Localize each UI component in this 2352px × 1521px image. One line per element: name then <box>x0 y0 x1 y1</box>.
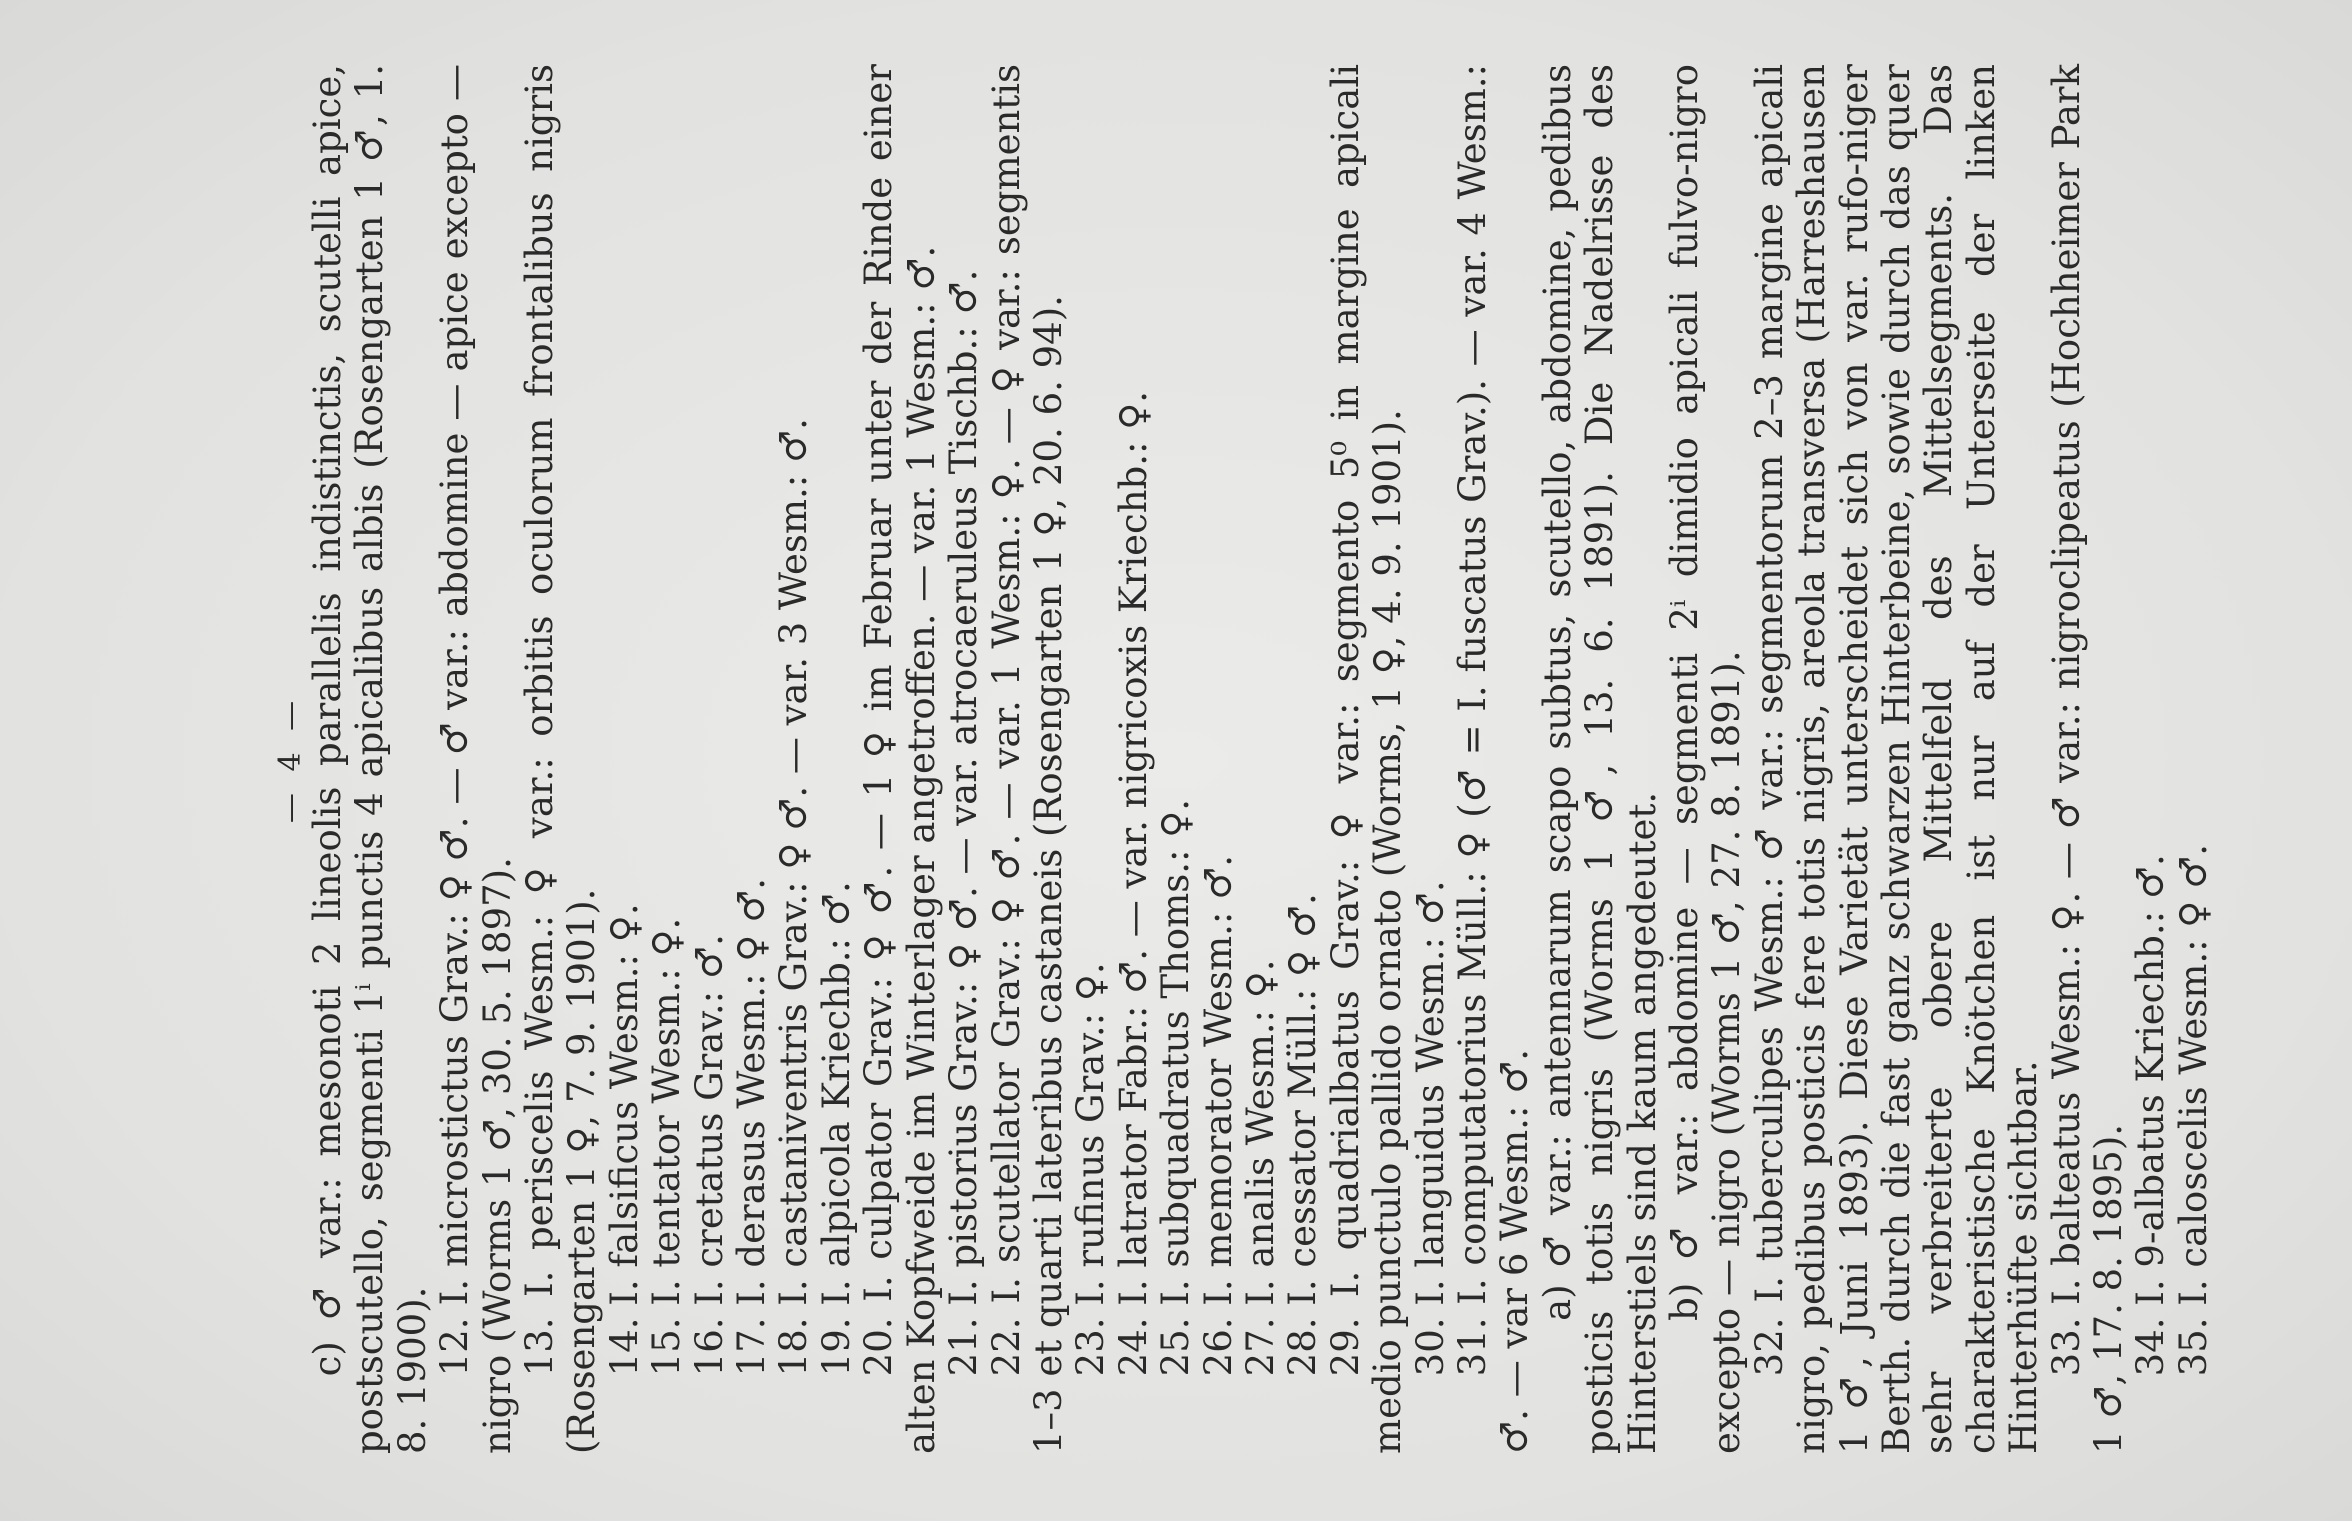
entry-34: 34. I. 9-albatus Kriechb.: ♂. <box>2129 854 2173 1377</box>
entry-24: 24. I. latrator Fabr.: ♂. — var. nigricoxis Kriechb.: ♀. <box>1111 390 1155 1377</box>
entry-26: 26. I. memorator Wesm.: ♂. <box>1196 854 1240 1377</box>
entry-27: 27. I. analis Wesm.: ♀. <box>1238 959 1282 1377</box>
entry-22: 22. I. scutellator Grav.: ♀ ♂. — var. 1 Wesm.: ♀. — ♀ var.: segmentis 1–3 et quarti lateribus castaneis (Rosengarten 1 ♀, 20. 6. 94). <box>984 64 1070 1454</box>
entry-28: 28. I. cessator Müll.: ♀ ♂. <box>1281 893 1325 1377</box>
entry-19: 19. I. alpicola Kriechb.: ♂. <box>814 881 858 1377</box>
page-text <box>307 64 2215 1454</box>
entry-29: 29. I. quadrialbatus Grav.: ♀ var.: segmento 5⁰ in margine apicali medio punctulo pallido ornato (Worms, 1 ♀, 4. 9. 1901). <box>1323 64 1410 1454</box>
entry-18: 18. I. castaniventris Grav.: ♀ ♂. — var. 3 Wesm.: ♂. <box>772 418 816 1377</box>
entry-25: 25. I. subquadratus Thoms.: ♀. <box>1154 798 1198 1377</box>
rotated-page <box>263 64 2213 1454</box>
entry-35: 35. I. caloscelis Wesm.: ♀ ♂. <box>2171 843 2215 1377</box>
entry-13: 13. I. periscelis Wesm.: ♀ var.: orbitis oculorum frontalibus nigris (Rosengarten 1 ♀, 7. 9. 1901). <box>518 64 604 1454</box>
entry-15: 15. I. tentator Wesm.: ♀. <box>645 917 689 1377</box>
paragraph: c) ♂ var.: mesonoti 2 lineolis parallelis indistinctis, scutelli apice, postscutello, segmenti 1ⁱ punctis 4 apicalibus albis (Rosengarten 1 ♂, 1. 8. 1900). <box>306 64 434 1454</box>
entry-14: 14. I. falsificus Wesm.: ♀. <box>602 903 646 1377</box>
entry-23: 23. I. rufinus Grav.: ♀. <box>1069 962 1113 1377</box>
entry-17: 17. I. derasus Wesm.: ♀ ♂. <box>730 877 774 1377</box>
entry-16: 16. I. cretatus Grav.: ♂. <box>687 934 731 1377</box>
entry-31-variety-a: a) ♂ var.: antennarum scapo subtus, scutello, abdomine, pedibus posticis totis nigris (Worms 1 ♂, 13. 6. 1891). Die Nadelrisse des Hinterstiels sind kaum angedeutet. <box>1535 64 1664 1454</box>
entry-33: 33. I. balteatus Wesm.: ♀. — ♂ var.: nigroclipeatus (Hochheimer Park 1 ♂, 17. 8. 1895). <box>2044 64 2131 1454</box>
entry-30: 30. I. languidus Wesm.: ♂. <box>1408 880 1452 1377</box>
entry-31: 31. I. computatorius Müll.: ♀ (♂ = I. fuscatus Grav.). — var. 4 Wesm.: ♂. — var 6 Wesm.: ♂. <box>1450 64 1537 1454</box>
entry-32: 32. I. tuberculipes Wesm.: ♂ var.: segmentorum 2–3 margine apicali nigro, pedibus posticis fere totis nigris, areola transversa (Harreshausen 1 ♂, Juni 1893). Diese Varietät unterscheidet sich von var. rufo-niger Berth. durch die fast ganz schwarzen Hinterbeine, sowie durch das quer sehr verbreiterte obere Mittelfeld des Mittelsegments. Das charakteristische Knötchen ist nur auf der Unterseite der linken Hinterhüfte sichtbar. <box>1747 64 2046 1454</box>
page-number: — 4 — <box>273 694 308 824</box>
entry-31-variety-b: b) ♂ var.: abdomine — segmenti 2ⁱ dimidio apicali fulvo-nigro excepto — nigro (Worms 1 ♂, 27. 8. 1891). <box>1663 64 1749 1454</box>
entry-20: 20. I. culpator Grav.: ♀ ♂. — 1 ♀ im Februar unter der Rinde einer alten Kopfweide im Winterlager angetroffen. — var. 1 Wesm.: ♂. <box>857 64 943 1454</box>
entry-21: 21. I. pistorius Grav.: ♀ ♂. — var. atrocaeruleus Tischb.: ♂. <box>942 269 986 1377</box>
entry-12: 12. I. microstictus Grav.: ♀ ♂. — ♂ var.: abdomine — apice excepto — nigro (Worms 1 ♂, 30. 5. 1897). <box>433 64 519 1454</box>
